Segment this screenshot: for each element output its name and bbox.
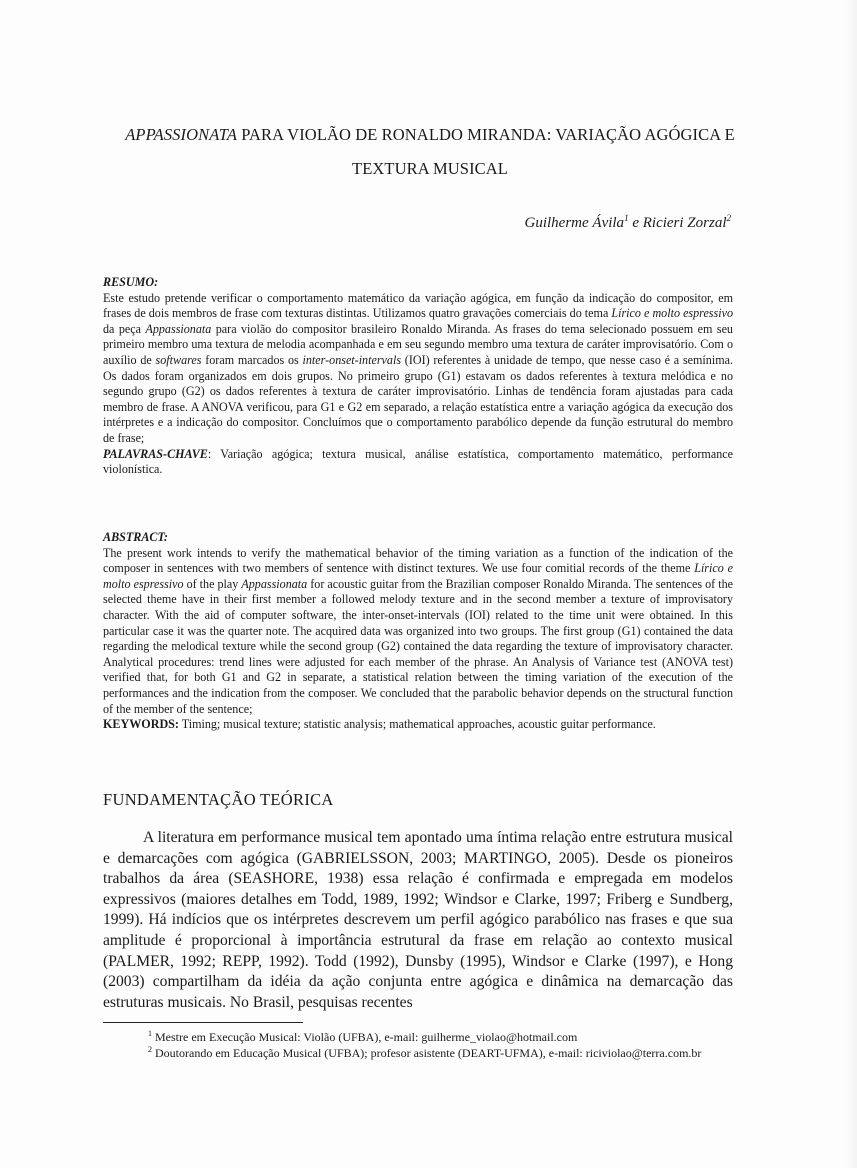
resumo-keywords bbox=[103, 447, 733, 478]
body-paragraph: A literatura em performance musical tem apontado uma íntima relação entre estrutura musical e demarcações com agógica (GABRIELSSON, 2003; MARTINGO, 2005). Desde os pioneiros trabalhos da área (SEASHORE, 1938) essa relação é confirmada e empregada em modelos expressivos (maiores detalhes em Todd, 1989, 1992; Windsor e Clarke, 1997; Friberg e Sundberg, 1999). Há indícios que os intérpretes descrevem um perfil agógico parabólico nas frases e que sua amplitude é proporcional à importância estrutural da frase em relação ao contexto musical (PALMER, 1992; REPP, 1992). Todd (1992), Dunsby (1995), Windsor e Clarke (1997), e Hong (2003) compartilham da idéia da ação conjunta entre agógica e dinâmica na demarcação das estruturas musicais. No Brasil, pesquisas recentes bbox=[103, 829, 733, 1011]
footnote-2 bbox=[103, 1045, 733, 1061]
keywords-label: KEYWORDS: bbox=[103, 717, 179, 732]
paper-title bbox=[80, 118, 780, 186]
resumo-text-part: da peça bbox=[103, 321, 146, 336]
resumo-italic-softwares: softwares bbox=[155, 352, 202, 367]
title-line-1-rest: PARA VIOLÃO DE RONALDO MIRANDA: VARIAÇÃO AGÓGICA E bbox=[237, 125, 735, 144]
abstract-italic-piece: Appassionata bbox=[241, 576, 308, 591]
resumo-italic-ioi: inter-onset-intervals bbox=[302, 352, 402, 367]
abstract-text bbox=[103, 546, 733, 718]
author-line bbox=[525, 215, 732, 232]
author-connector: e bbox=[632, 215, 639, 231]
title-line-1 bbox=[80, 118, 780, 152]
footnotes bbox=[103, 1029, 733, 1061]
author-1-footnote-mark: 1 bbox=[624, 213, 629, 223]
keywords-text: Timing; musical texture; statistic analysis; mathematical approaches, acoustic guitar performance. bbox=[178, 717, 656, 732]
section-heading: FUNDAMENTAÇÃO TEÓRICA bbox=[103, 790, 334, 809]
author-2-footnote-mark: 2 bbox=[726, 213, 731, 223]
abstract-keywords bbox=[103, 717, 733, 733]
resumo-italic-piece: Appassionata bbox=[145, 321, 212, 336]
scan-edge-shadow bbox=[845, 0, 857, 1168]
abstract-italic-theme: Lírico e molto espressivo bbox=[103, 561, 733, 591]
footnote-1-text: Mestre em Execução Musical: Violão (UFBA), e-mail: guilherme_violao@hotmail.com bbox=[152, 1030, 578, 1044]
title-line-2: TEXTURA MUSICAL bbox=[352, 159, 508, 178]
abstract-text-part: The present work intends to verify the mathematical behavior of the timing variation as a function of the indication of the composer in sentences with two members of sentence with distinct textures. We use four comitial records of the theme bbox=[103, 545, 733, 576]
resumo-text-part: (IOI) referentes à unidade de tempo, que nesse caso é a semínima. Os dados foram organizados em dois grupos. No primeiro grupo (G1) estavam os dados referentes à textura melódica e no segundo grupo (G2) os dados referentes à textura de caráter improvisatório. Linhas de tendência foram ajustadas para cada membro de frase. A ANOVA verificou, para G1 e G2 em separado, a relação estatística entre a variação agógica da execução dos intérpretes e a indicação do compositor. Concluímos que o comportamento parabólico depende da função estrutural do membro de frase; bbox=[103, 352, 733, 445]
footnote-1-mark: 1 bbox=[148, 1029, 152, 1038]
abstract-block bbox=[103, 530, 733, 733]
footnote-1 bbox=[103, 1029, 733, 1045]
resumo-text-part: foram marcados os bbox=[201, 352, 303, 367]
resumo-text-part: para violão do compositor brasileiro Ronaldo Miranda. As frases do tema selecionado possuem em seu primeiro membro uma textura de melodia acompanhada e em seu segundo membro uma textura de caráter improvisatório. Com o auxílio de bbox=[103, 321, 733, 367]
footnote-2-mark: 2 bbox=[148, 1045, 152, 1054]
palavras-chave-label: PALAVRAS-CHAVE bbox=[103, 446, 208, 461]
footnote-divider bbox=[103, 1022, 303, 1023]
abstract-heading: ABSTRACT: bbox=[103, 530, 168, 544]
abstract-text-part: for acoustic guitar from the Brazilian composer Ronaldo Miranda. The sentences of the selected theme have in their first member a followed melody texture and in the second member a texture of improvisatory character. With the aid of computer software, the inter-onset-intervals (IOI) related to the time unit were obtained. In this particular case it was the quarter note. The acquired data was organized into two groups. The first group (G1) contained the data regarding the melodical texture while the second group (G2) contained the data regarding the texture of improvisatory character. Analytical procedures: trend lines were adjusted for each member of the phrase. An Analysis of Variance test (ANOVA test) verified that, for both G1 and G2 in separate, a statistical relation between the timing variation of the execution of the performances and the indication from the composer. We concluded that the parabolic behavior depends on the structural function of the member of the sentence; bbox=[103, 576, 734, 716]
author-2: Ricieri Zorzal bbox=[642, 215, 727, 231]
resumo-text-part: Este estudo pretende verificar o comportamento matemático da variação agógica, em função da indicação do compositor, em frases de dois membros de frase com texturas distintas. Utilizamos quatro gravações comerciais do tema bbox=[103, 290, 733, 321]
palavras-chave-text: : Variação agógica; textura musical, análise estatística, comportamento matemático, performance violonística. bbox=[103, 446, 733, 477]
resumo-text bbox=[103, 291, 733, 447]
resumo-heading: RESUMO: bbox=[103, 275, 159, 289]
author-1: Guilherme Ávila bbox=[524, 215, 625, 231]
footnote-2-text: Doutorando em Educação Musical (UFBA); profesor asistente (DEART-UFMA), e-mail: riciviolao@terra.com.br bbox=[152, 1046, 702, 1060]
body-text bbox=[103, 828, 733, 1013]
resumo-italic-theme: Lírico e molto espressivo bbox=[611, 306, 733, 321]
title-italic-part: APPASSIONATA bbox=[125, 125, 238, 144]
abstract-text-part: of the play bbox=[183, 576, 242, 591]
resumo-block bbox=[103, 275, 733, 478]
